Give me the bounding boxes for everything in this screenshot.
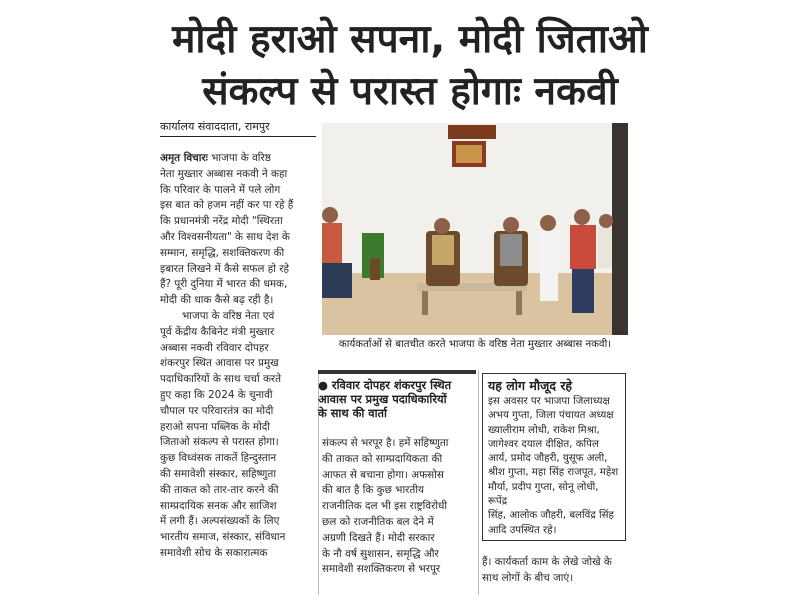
attendees-box-body: इस अवसर पर भाजपा जिलाध्यक्ष अभय गुप्ता, जिला पंचायत अध्यक्ष ख्यालीराम लोधी, राकेश मिश्रा, जागेश्वर दयाल दीक्षित, कपिल आर्य, प्रमोद जौहरी, युसूफ अली, श्रीश गुप्ता, महा सिंह राजपूत, महेश मौर्या, प्रदीप गुप्ता, सोनू लोधी, रूपेंद्र सिंह, आलोक जौहरी, बलविंद्र सिंह आदि उपस्थित रहे। [488,396,619,536]
bullet-icon: ● [318,378,328,392]
middle-column [322,436,474,578]
right-tail-text: हैं। कार्यकर्ता काम के लेखे जोखे के साथ लोगों के बीच जाएं। [482,556,612,584]
attendees-box [482,373,626,541]
left-column [160,151,315,562]
subheading-text: ● रविवार दोपहर शंकरपुर स्थित आवास पर प्रमुख पदाधिकारियों के साथ की वार्ता [318,378,452,420]
column-divider [478,370,479,595]
headline-line-2: संकल्प से परास्त होगाः नकवी [202,69,618,114]
headline-line-1: मोदी हराओ सपना, मोदी जिताओ [172,17,648,62]
attendees-box-title: यह लोग मौजूद रहे [488,378,573,393]
headline [110,14,710,118]
news-photo [322,123,628,335]
subheading-bar [318,370,476,374]
meeting-photo-illustration [322,123,628,335]
subheading-box [318,370,476,420]
lead-label: अमृत विचारः [160,152,208,164]
byline-rule [160,136,316,137]
left-para-1: अमृत विचारः भाजपा के वरिष्ठ नेता मुख्तार अब्बास नकवी ने कहा कि परिवार के पालने में पले लोग इस बात को हजम नहीं कर पा रहे हैं कि प्रधानमंत्री नरेंद्र मोदी "स्थिरता और विश्वसनीयता" के साथ देश के सम्मान, समृद्धि, सशक्तिकरण की इबारत लिखने में कैसे सफल हो रहे हैं? पूरी दुनिया में भारत की धमक, मोदी की धाक कैसे बढ़ रही है। [160,152,294,307]
byline: कार्यालय संवाददाता, रामपुर [160,120,270,133]
photo-caption: कार्यकर्ताओं से बातचीत करते भाजपा के वरिष्ठ नेता मुख्तार अब्बास नकवी। [338,339,612,350]
left-para-2: भाजपा के वरिष्ठ नेता एवं पूर्व केंद्रीय कैबिनेट मंत्री मुख्तार अब्बास नकवी रविवार दोपहर शंकरपुर स्थित आवास पर प्रमुख पदाधिकारियों के साथ चर्चा करते हुए कहा कि 2024 के चुनावी चौपाल पर परिवारतंत्र का मोदी हराओ सपना पब्लिक के मोदी जिताओ संकल्प से परास्त होगा। कुछ विध्वंसक ताकतें हिन्दुस्तान की समावेशी संस्कार, सहिष्णुता की ताकत को तार-तार करने की साम्प्रदायिक सनक और साजिश में लगी हैं। अल्पसंख्यकों के लिए भारतीय समाज, संस्कार, संविधान समावेशी सोच के सकारात्मक [160,309,286,559]
middle-para: संकल्प से भरपूर है। हमें सहिष्णुता की ताकत को साम्प्रदायिकता की आफत से बचाना होगा। अफसोस की बात है कि कुछ भारतीय राजनीतिक दल भी इस राष्ट्रविरोधी छल को राजनीतिक बल देने में अग्रणी दिखते हैं। मोदी सरकार के नौ वर्ष सुशासन, समृद्धि और समावेशी सशक्तिकरण से भरपूर [322,437,449,576]
